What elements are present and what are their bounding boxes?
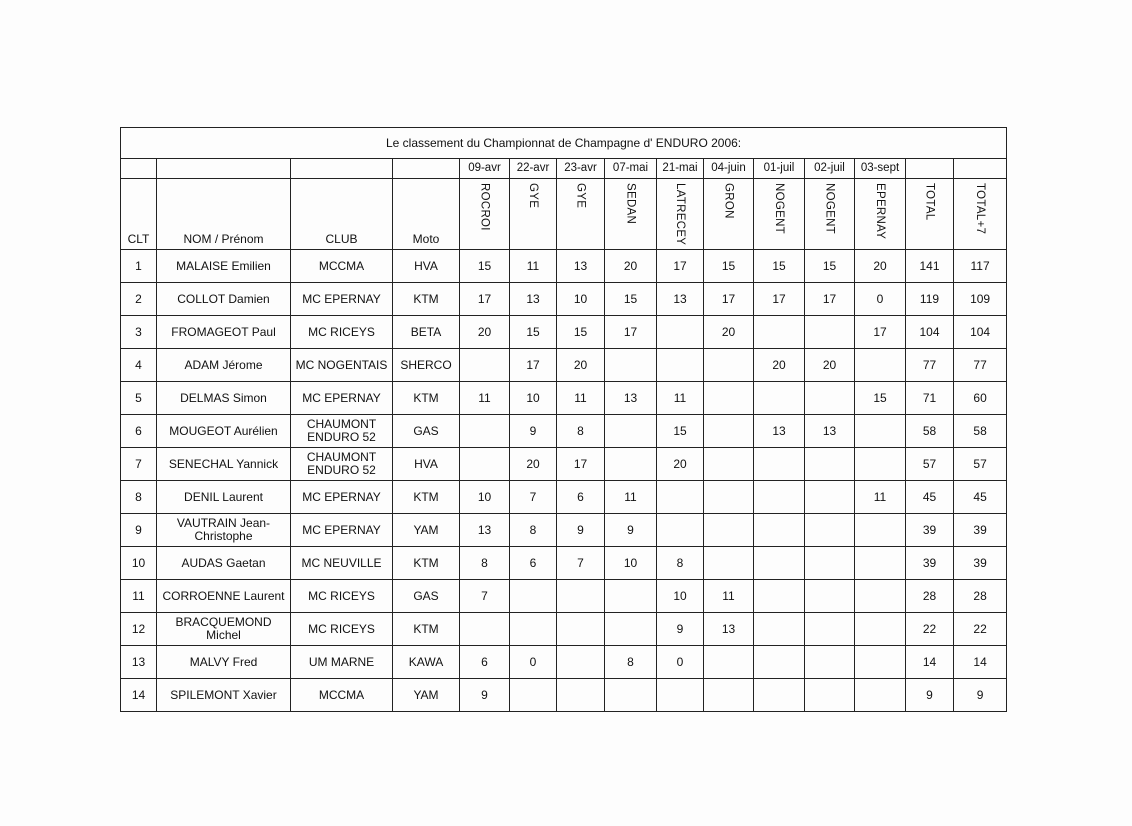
score-cell: [754, 547, 805, 580]
total-cell: 39: [906, 514, 954, 547]
score-cell: 8: [510, 514, 557, 547]
total7-cell: 28: [954, 580, 1007, 613]
table-row: [121, 349, 1007, 382]
table-row: [121, 415, 1007, 448]
round-venue: EPERNAY: [874, 183, 886, 240]
round-venue: GYE: [574, 183, 587, 209]
moto-cell: BETA: [393, 316, 460, 349]
club-cell: MC EPERNAY: [291, 481, 393, 514]
moto-cell: KTM: [393, 283, 460, 316]
total-cell: 14: [906, 646, 954, 679]
score-cell: 15: [805, 250, 855, 283]
score-cell: [754, 481, 805, 514]
rider-name-cell: SENECHAL Yannick: [157, 448, 291, 481]
score-cell: 8: [460, 547, 510, 580]
round-venue: ROCROI: [478, 183, 491, 231]
header-moto: Moto: [393, 179, 460, 250]
total7-cell: 57: [954, 448, 1007, 481]
score-cell: [855, 679, 906, 712]
score-cell: [605, 415, 657, 448]
club-cell: MC RICEYS: [291, 580, 393, 613]
score-cell: [704, 646, 754, 679]
score-cell: 7: [460, 580, 510, 613]
rank-cell: 7: [121, 448, 157, 481]
score-cell: 13: [460, 514, 510, 547]
total-cell: 71: [906, 382, 954, 415]
round-date: 07-mai: [605, 159, 657, 179]
round-venue: GRON: [722, 183, 735, 219]
total-cell: 58: [906, 415, 954, 448]
moto-cell: KTM: [393, 547, 460, 580]
score-cell: 13: [605, 382, 657, 415]
score-cell: 20: [855, 250, 906, 283]
moto-cell: KAWA: [393, 646, 460, 679]
table-row: [121, 646, 1007, 679]
round-venue-cell: [557, 179, 605, 250]
round-venue-cell: [704, 179, 754, 250]
rank-cell: 13: [121, 646, 157, 679]
score-cell: [805, 646, 855, 679]
score-cell: 13: [557, 250, 605, 283]
rider-name-cell: CORROENNE Laurent: [157, 580, 291, 613]
table-row: [121, 481, 1007, 514]
blank-cell: [954, 159, 1007, 179]
blank-cell: [393, 159, 460, 179]
club-cell: MC EPERNAY: [291, 514, 393, 547]
blank-cell: [906, 159, 954, 179]
score-cell: 11: [657, 382, 704, 415]
rank-cell: 12: [121, 613, 157, 646]
score-cell: [855, 415, 906, 448]
moto-cell: GAS: [393, 580, 460, 613]
total-cell: 45: [906, 481, 954, 514]
club-cell: MCCMA: [291, 250, 393, 283]
round-venue: GYE: [527, 183, 539, 209]
rider-name-cell: COLLOT Damien: [157, 283, 291, 316]
score-cell: 17: [855, 316, 906, 349]
score-cell: 20: [754, 349, 805, 382]
moto-cell: HVA: [393, 448, 460, 481]
score-cell: 15: [557, 316, 605, 349]
moto-cell: SHERCO: [393, 349, 460, 382]
club-cell: MC EPERNAY: [291, 283, 393, 316]
score-cell: 15: [460, 250, 510, 283]
total7-cell: 117: [954, 250, 1007, 283]
score-cell: 6: [510, 547, 557, 580]
score-cell: 17: [557, 448, 605, 481]
total-cell: 22: [906, 613, 954, 646]
total-cell: 28: [906, 580, 954, 613]
rank-cell: 5: [121, 382, 157, 415]
total7-cell: 109: [954, 283, 1007, 316]
club-cell: UM MARNE: [291, 646, 393, 679]
score-cell: [605, 448, 657, 481]
total7-cell: 58: [954, 415, 1007, 448]
header-total7-cell: [954, 179, 1007, 250]
round-date: 01-juil: [754, 159, 805, 179]
score-cell: [605, 580, 657, 613]
score-cell: 15: [855, 382, 906, 415]
score-cell: [754, 679, 805, 712]
ranking-sheet: [120, 127, 1006, 712]
score-cell: [855, 547, 906, 580]
score-cell: [704, 679, 754, 712]
score-cell: [460, 613, 510, 646]
rank-cell: 14: [121, 679, 157, 712]
score-cell: [704, 349, 754, 382]
round-venue-cell: [855, 179, 906, 250]
score-cell: [805, 316, 855, 349]
rank-cell: 6: [121, 415, 157, 448]
rank-cell: 2: [121, 283, 157, 316]
dates-row: [121, 159, 1007, 179]
total-cell: 9: [906, 679, 954, 712]
total-cell: 77: [906, 349, 954, 382]
score-cell: [460, 415, 510, 448]
score-cell: [557, 679, 605, 712]
round-venue-cell: [805, 179, 855, 250]
rank-cell: 4: [121, 349, 157, 382]
score-cell: [704, 547, 754, 580]
table-row: [121, 514, 1007, 547]
header-total: TOTAL: [923, 183, 936, 221]
total7-cell: 9: [954, 679, 1007, 712]
score-cell: [657, 316, 704, 349]
rider-name-cell: MALAISE Emilien: [157, 250, 291, 283]
moto-cell: KTM: [393, 613, 460, 646]
moto-cell: GAS: [393, 415, 460, 448]
score-cell: 17: [605, 316, 657, 349]
total7-cell: 77: [954, 349, 1007, 382]
header-total-cell: [906, 179, 954, 250]
rider-name-cell: DELMAS Simon: [157, 382, 291, 415]
score-cell: 17: [460, 283, 510, 316]
header-name: NOM / Prénom: [157, 179, 291, 250]
rider-name-cell: MOUGEOT Aurélien: [157, 415, 291, 448]
club-cell: MC RICEYS: [291, 613, 393, 646]
total-cell: 141: [906, 250, 954, 283]
score-cell: [754, 514, 805, 547]
score-cell: 20: [657, 448, 704, 481]
score-cell: 0: [510, 646, 557, 679]
score-cell: 7: [557, 547, 605, 580]
rank-cell: 9: [121, 514, 157, 547]
club-cell: MC NOGENTAIS: [291, 349, 393, 382]
club-cell: MC RICEYS: [291, 316, 393, 349]
blank-cell: [121, 159, 157, 179]
score-cell: [605, 613, 657, 646]
score-cell: [704, 382, 754, 415]
score-cell: [704, 481, 754, 514]
moto-cell: HVA: [393, 250, 460, 283]
score-cell: 8: [557, 415, 605, 448]
round-date: 02-juil: [805, 159, 855, 179]
table-row: [121, 250, 1007, 283]
score-cell: [754, 316, 805, 349]
table-row: [121, 547, 1007, 580]
ranking-table: [120, 127, 1007, 712]
score-cell: 13: [704, 613, 754, 646]
score-cell: [657, 349, 704, 382]
score-cell: 15: [510, 316, 557, 349]
score-cell: 0: [855, 283, 906, 316]
score-cell: 15: [605, 283, 657, 316]
club-cell: MC NEUVILLE: [291, 547, 393, 580]
round-venue-cell: [657, 179, 704, 250]
table-row: [121, 283, 1007, 316]
round-date: 21-mai: [657, 159, 704, 179]
score-cell: 20: [805, 349, 855, 382]
total-cell: 39: [906, 547, 954, 580]
round-venue-cell: [754, 179, 805, 250]
total7-cell: 22: [954, 613, 1007, 646]
total7-cell: 14: [954, 646, 1007, 679]
score-cell: 10: [460, 481, 510, 514]
rider-name-cell: SPILEMONT Xavier: [157, 679, 291, 712]
score-cell: [605, 679, 657, 712]
score-cell: 13: [657, 283, 704, 316]
score-cell: [605, 349, 657, 382]
rider-name-cell: VAUTRAIN Jean-Christophe: [157, 514, 291, 547]
score-cell: [855, 349, 906, 382]
rider-name-cell: DENIL Laurent: [157, 481, 291, 514]
score-cell: [855, 613, 906, 646]
score-cell: [510, 613, 557, 646]
table-row: [121, 382, 1007, 415]
score-cell: 11: [855, 481, 906, 514]
club-cell: CHAUMONT ENDURO 52: [291, 448, 393, 481]
round-date: 04-juin: [704, 159, 754, 179]
score-cell: [510, 580, 557, 613]
round-venue-cell: [460, 179, 510, 250]
score-cell: 17: [510, 349, 557, 382]
score-cell: 11: [460, 382, 510, 415]
total-cell: 104: [906, 316, 954, 349]
rider-name-cell: AUDAS Gaetan: [157, 547, 291, 580]
score-cell: 17: [805, 283, 855, 316]
score-cell: 6: [460, 646, 510, 679]
score-cell: 13: [754, 415, 805, 448]
score-cell: 9: [657, 613, 704, 646]
total7-cell: 39: [954, 514, 1007, 547]
moto-cell: YAM: [393, 514, 460, 547]
score-cell: 7: [510, 481, 557, 514]
score-cell: 15: [657, 415, 704, 448]
round-venue: SEDAN: [624, 183, 637, 225]
club-cell: CHAUMONT ENDURO 52: [291, 415, 393, 448]
score-cell: [657, 679, 704, 712]
header-row: [121, 179, 1007, 250]
moto-cell: KTM: [393, 481, 460, 514]
round-date: 23-avr: [557, 159, 605, 179]
table-row: [121, 316, 1007, 349]
score-cell: 17: [754, 283, 805, 316]
score-cell: [805, 679, 855, 712]
rider-name-cell: BRACQUEMOND Michel: [157, 613, 291, 646]
moto-cell: KTM: [393, 382, 460, 415]
score-cell: [460, 349, 510, 382]
score-cell: 9: [510, 415, 557, 448]
moto-cell: YAM: [393, 679, 460, 712]
score-cell: [557, 613, 605, 646]
score-cell: 20: [460, 316, 510, 349]
score-cell: 13: [510, 283, 557, 316]
score-cell: [510, 679, 557, 712]
header-club: CLUB: [291, 179, 393, 250]
total7-cell: 104: [954, 316, 1007, 349]
score-cell: 11: [605, 481, 657, 514]
club-cell: MCCMA: [291, 679, 393, 712]
blank-cell: [291, 159, 393, 179]
round-venue-cell: [605, 179, 657, 250]
club-cell: MC EPERNAY: [291, 382, 393, 415]
blank-cell: [157, 159, 291, 179]
score-cell: 6: [557, 481, 605, 514]
score-cell: [754, 382, 805, 415]
score-cell: [704, 514, 754, 547]
score-cell: 20: [605, 250, 657, 283]
score-cell: 9: [460, 679, 510, 712]
score-cell: [805, 382, 855, 415]
score-cell: [855, 514, 906, 547]
score-cell: 20: [510, 448, 557, 481]
score-cell: [754, 613, 805, 646]
score-cell: [557, 646, 605, 679]
score-cell: [754, 580, 805, 613]
rider-name-cell: FROMAGEOT Paul: [157, 316, 291, 349]
header-clt: CLT: [121, 179, 157, 250]
score-cell: 10: [557, 283, 605, 316]
score-cell: [657, 514, 704, 547]
score-cell: [704, 448, 754, 481]
table-row: [121, 679, 1007, 712]
rider-name-cell: ADAM Jérome: [157, 349, 291, 382]
score-cell: 13: [805, 415, 855, 448]
round-date: 03-sept: [855, 159, 906, 179]
score-cell: 8: [657, 547, 704, 580]
total7-cell: 39: [954, 547, 1007, 580]
score-cell: 11: [510, 250, 557, 283]
total-cell: 119: [906, 283, 954, 316]
score-cell: 20: [704, 316, 754, 349]
score-cell: 10: [657, 580, 704, 613]
score-cell: [754, 646, 805, 679]
round-date: 22-avr: [510, 159, 557, 179]
rider-name-cell: MALVY Fred: [157, 646, 291, 679]
score-cell: [657, 481, 704, 514]
round-venue: NOGENT: [773, 183, 785, 234]
total-cell: 57: [906, 448, 954, 481]
score-cell: [805, 613, 855, 646]
score-cell: [557, 580, 605, 613]
score-cell: 10: [605, 547, 657, 580]
score-cell: [704, 415, 754, 448]
round-venue-cell: [510, 179, 557, 250]
total7-cell: 45: [954, 481, 1007, 514]
rank-cell: 8: [121, 481, 157, 514]
score-cell: 0: [657, 646, 704, 679]
score-cell: 17: [704, 283, 754, 316]
total7-cell: 60: [954, 382, 1007, 415]
rank-cell: 3: [121, 316, 157, 349]
table-row: [121, 448, 1007, 481]
score-cell: [805, 580, 855, 613]
score-cell: [805, 481, 855, 514]
table-row: [121, 613, 1007, 646]
score-cell: [855, 646, 906, 679]
score-cell: [805, 448, 855, 481]
score-cell: 9: [557, 514, 605, 547]
score-cell: 8: [605, 646, 657, 679]
score-cell: [805, 514, 855, 547]
round-date: 09-avr: [460, 159, 510, 179]
rank-cell: 10: [121, 547, 157, 580]
table-row: [121, 580, 1007, 613]
score-cell: 15: [704, 250, 754, 283]
rank-cell: 11: [121, 580, 157, 613]
score-cell: 15: [754, 250, 805, 283]
rank-cell: 1: [121, 250, 157, 283]
page-title: Le classement du Championnat de Champagne d' ENDURO 2006:: [121, 128, 1007, 159]
score-cell: 20: [557, 349, 605, 382]
score-cell: [855, 580, 906, 613]
score-cell: [855, 448, 906, 481]
score-cell: [460, 448, 510, 481]
round-venue: NOGENT: [823, 183, 836, 234]
score-cell: 17: [657, 250, 704, 283]
score-cell: 9: [605, 514, 657, 547]
score-cell: 11: [557, 382, 605, 415]
header-total7: TOTAL+7: [974, 183, 987, 235]
score-cell: [805, 547, 855, 580]
score-cell: [754, 448, 805, 481]
score-cell: 10: [510, 382, 557, 415]
score-cell: 11: [704, 580, 754, 613]
round-venue: LATRECEY: [674, 183, 686, 246]
